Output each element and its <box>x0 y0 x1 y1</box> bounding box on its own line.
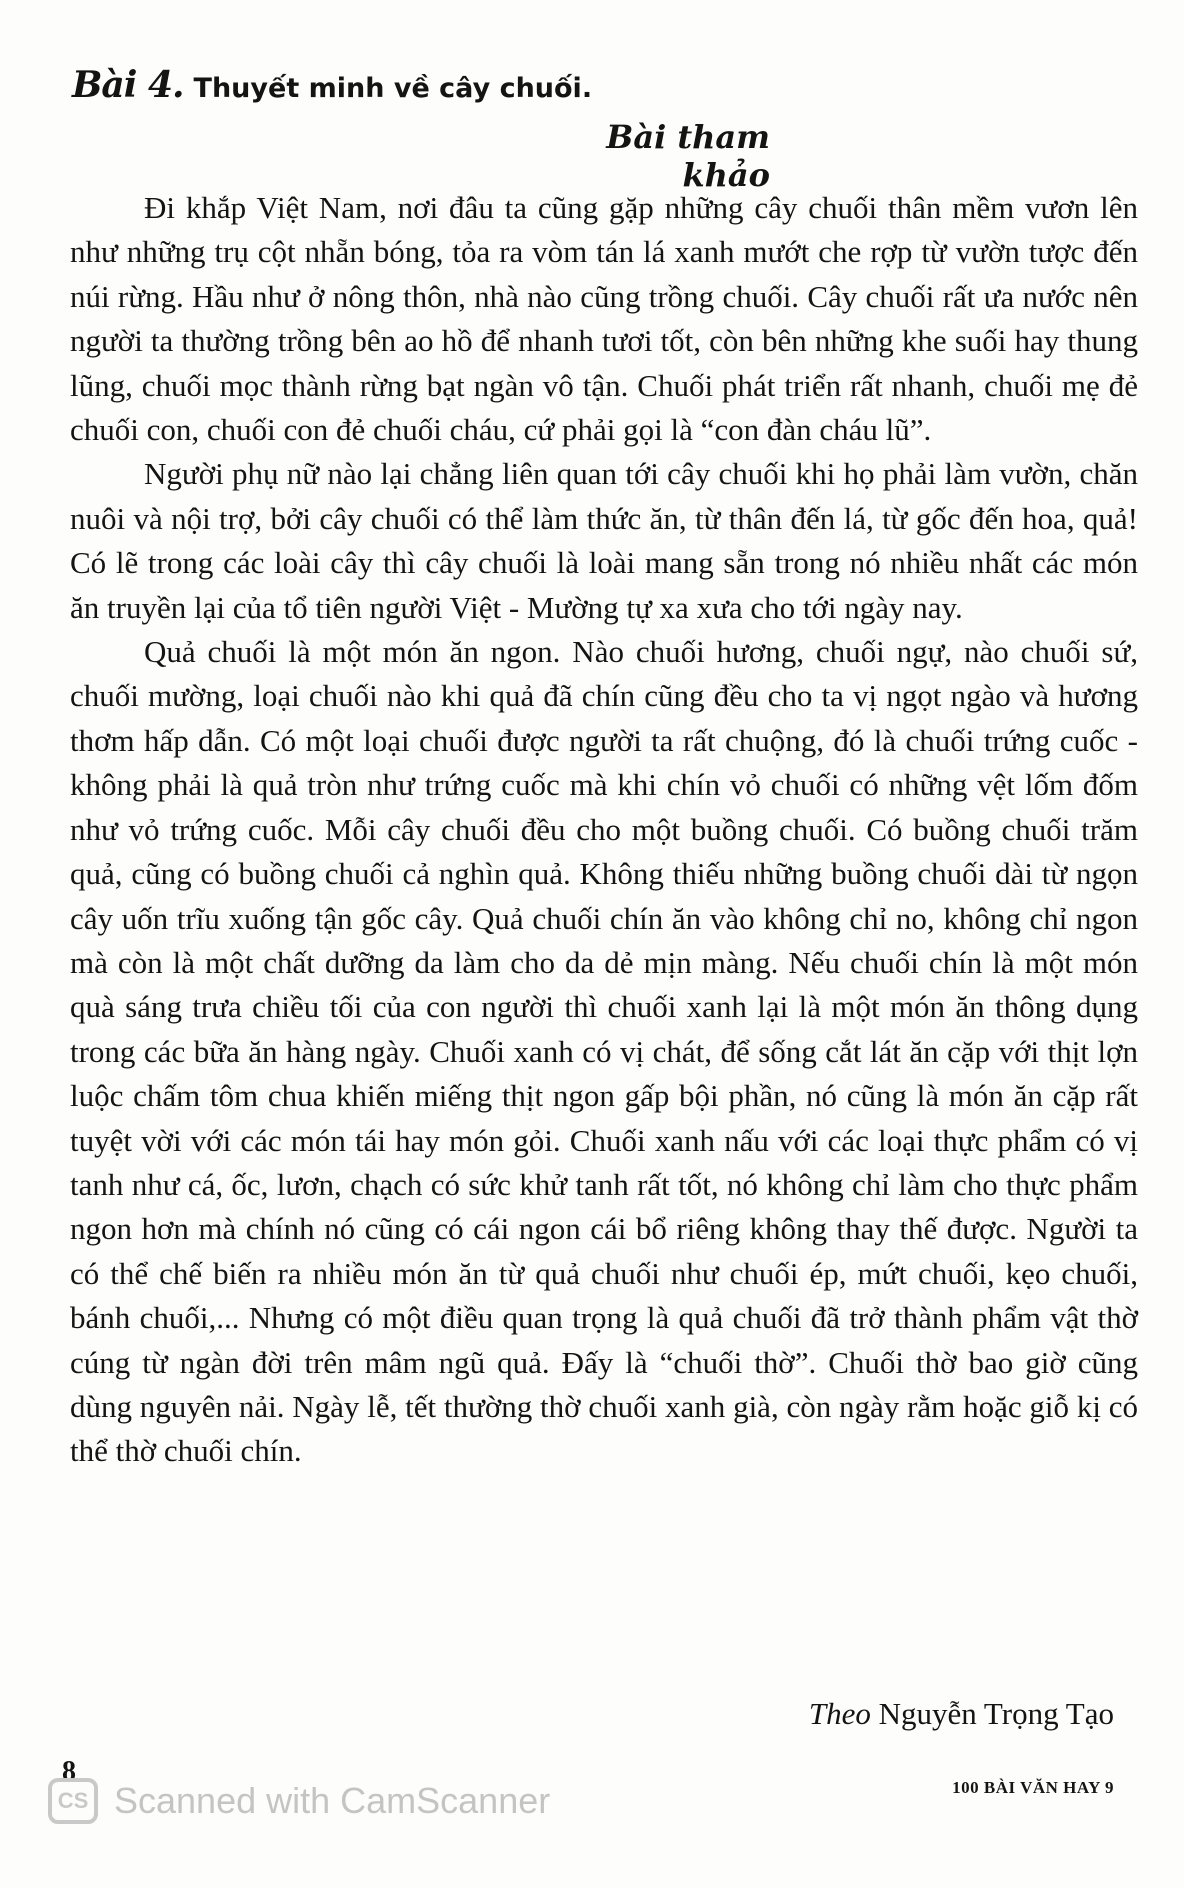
source-author: Nguyễn Trọng Tạo <box>878 1696 1114 1731</box>
camscanner-watermark <box>48 1778 550 1824</box>
essay-body <box>70 186 1138 1474</box>
paragraph-3: Quả chuối là một món ăn ngon. Nào chuối hương, chuối ngự, nào chuối sứ, chuối mường, loại chuối nào khi quả đã chín cũng đều cho ta vị ngọt ngào và hương thơm hấp dẫn. Có một loại chuối được người ta rất chuộng, đó là chuối trứng cuốc - không phải là quả tròn như trứng cuốc mà khi chín vỏ chuối có những vệt lốm đốm như vỏ trứng cuốc. Mỗi cây chuối đều cho một buồng chuối. Có buồng chuối trăm quả, cũng có buồng chuối cả nghìn quả. Không thiếu những buồng chuối dài từ ngọn cây uốn trĩu xuống tận gốc cây. Quả chuối chín ăn vào không chỉ no, không chỉ ngon mà còn là một chất dưỡng da làm cho da dẻ mịn màng. Nếu chuối chín là một món quà sáng trưa chiều tối của con người thì chuối xanh lại là một món ăn thông dụng trong các bữa ăn hàng ngày. Chuối xanh có vị chát, để sống cắt lát ăn cặp với thịt lợn luộc chấm tôm chua khiến miếng thịt ngon gấp bội phần, nó cũng là món ăn cặp rất tuyệt vời với các món tái hay món gỏi. Chuối xanh nấu với các loại thực phẩm có vị tanh như cá, ốc, lươn, chạch có sức khử tanh rất tốt, nó không chỉ làm cho thực phẩm ngon hơn mà chính nó cũng có cái ngon cái bổ riêng không thay thế được. Người ta có thể chế biến ra nhiều món ăn từ quả chuối như chuối ép, mứt chuối, kẹo chuối, bánh chuối,... Nhưng có một điều quan trọng là quả chuối đã trở thành phẩm vật thờ cúng từ ngàn đời trên mâm ngũ quả. Đấy là “chuối thờ”. Chuối thờ bao giờ cũng dùng nguyên nải. Ngày lễ, tết thường thờ chuối xanh già, còn ngày rằm hoặc giỗ kị có thể thờ chuối chín. <box>70 634 1138 1469</box>
camscanner-logo-icon: CS <box>48 1778 98 1824</box>
paragraph-2: Người phụ nữ nào lại chẳng liên quan tới cây chuối khi họ phải làm vườn, chăn nuôi và nội trợ, bởi cây chuối có thể làm thức ăn, từ thân đến lá, từ gốc đến hoa, quả! Có lẽ trong các loài cây thì cây chuối là loài mang sẵn trong nó nhiều nhất các món ăn truyền lại của tổ tiên người Việt - Mường tự xa xưa cho tới ngày nay. <box>70 456 1138 625</box>
source-attribution <box>809 1696 1114 1732</box>
lesson-number: Bài 4. <box>72 64 184 106</box>
lesson-title: Thuyết minh về cây chuối. <box>193 73 593 104</box>
paragraph-1: Đi khắp Việt Nam, nơi đâu ta cũng gặp những cây chuối thân mềm vươn lên như những trụ cột nhẵn bóng, tỏa ra vòm tán lá xanh mướt che rợp từ vườn tược đến núi rừng. Hầu như ở nông thôn, nhà nào cũng trồng chuối. Cây chuối rất ưa nước nên người ta thường trồng bên ao hồ để nhanh tươi tốt, còn bên những khe suối hay thung lũng, chuối mọc thành rừng bạt ngàn vô tận. Chuối phát triển rất nhanh, chuối mẹ đẻ chuối con, chuối con đẻ chuối cháu, cứ phải gọi là “con đàn cháu lũ”. <box>70 190 1138 448</box>
lesson-heading <box>72 64 592 106</box>
source-prefix: Theo <box>808 1696 871 1731</box>
book-title-footer: 100 BÀI VĂN HAY 9 <box>952 1778 1114 1797</box>
watermark-text: Scanned with CamScanner <box>114 1780 551 1821</box>
reference-subheading: Bài tham khảo <box>606 118 770 194</box>
page-number: 8 <box>62 1756 76 1787</box>
